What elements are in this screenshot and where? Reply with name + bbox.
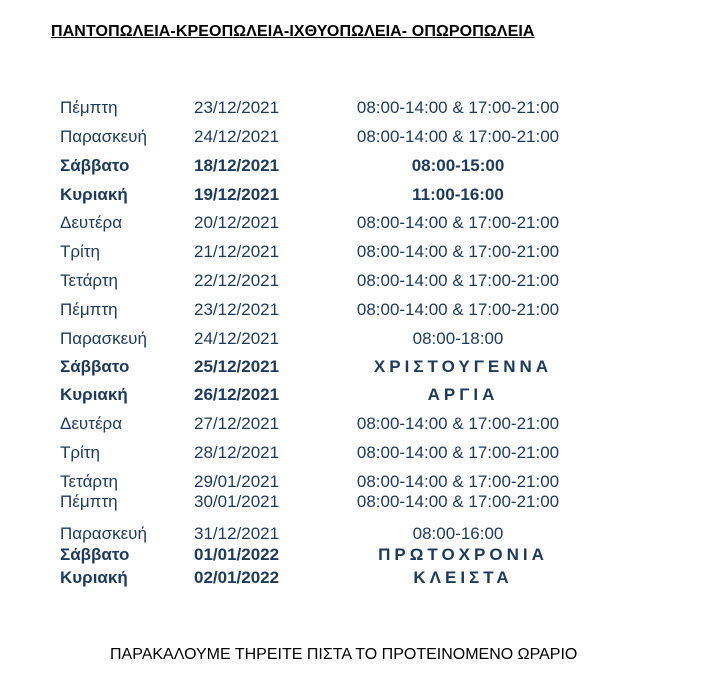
- row-date: 01/01/2022: [194, 545, 280, 564]
- row-date: 27/12/2021: [194, 414, 280, 433]
- schedule-row: [0, 524, 712, 546]
- row-day: Κυριακή: [60, 568, 128, 587]
- row-hours: 08:00-14:00 & 17:00-21:00: [356, 127, 560, 146]
- schedule-row: [0, 242, 712, 264]
- row-day: Πέμπτη: [60, 98, 118, 117]
- row-hours: 08:00-14:00 & 17:00-21:00: [356, 213, 560, 232]
- row-day: Σάββατο: [60, 156, 130, 175]
- row-hours: 08:00-18:00: [412, 329, 504, 348]
- row-day: Παρασκευή: [60, 524, 147, 543]
- row-date: 31/12/2021: [194, 524, 280, 543]
- row-date: 24/12/2021: [194, 127, 280, 146]
- row-date: 30/01/2021: [194, 492, 280, 511]
- row-day: Τρίτη: [60, 443, 101, 462]
- schedule-row: [0, 300, 712, 322]
- row-date: 18/12/2021: [194, 156, 280, 175]
- row-hours: 11:00-16:00: [412, 185, 504, 204]
- row-day: Πέμπτη: [60, 300, 118, 319]
- schedule-row: [0, 357, 712, 379]
- row-date: 28/12/2021: [194, 443, 280, 462]
- schedule-row: [0, 213, 712, 235]
- row-hours: 08:00-15:00: [411, 156, 505, 175]
- row-day: Σάββατο: [60, 357, 130, 376]
- row-day: Σάββατο: [60, 545, 130, 564]
- row-date: 23/12/2021: [194, 98, 280, 117]
- row-date: 29/01/2021: [194, 472, 280, 491]
- row-hours: 08:00-14:00 & 17:00-21:00: [356, 271, 560, 290]
- row-hours: ΚΛΕΙΣΤΑ: [413, 568, 513, 587]
- row-hours: 08:00-14:00 & 17:00-21:00: [356, 492, 560, 511]
- schedule-row: [0, 443, 712, 465]
- schedule-row: [0, 568, 712, 590]
- row-hours: 08:00-14:00 & 17:00-21:00: [356, 472, 560, 491]
- row-day: Δευτέρα: [60, 213, 123, 232]
- schedule-row: [0, 492, 712, 514]
- schedule-row: [0, 156, 712, 178]
- row-day: Πέμπτη: [60, 492, 118, 511]
- row-date: 24/12/2021: [194, 329, 280, 348]
- schedule-row: [0, 329, 712, 351]
- row-day: Τετάρτη: [60, 472, 118, 491]
- row-day: Τετάρτη: [60, 271, 118, 290]
- row-day: Δευτέρα: [60, 414, 123, 433]
- schedule-row: [0, 414, 712, 436]
- schedule-row: [0, 472, 712, 494]
- row-hours: 08:00-14:00 & 17:00-21:00: [356, 414, 560, 433]
- schedule-row: [0, 385, 712, 407]
- row-hours: 08:00-16:00: [412, 524, 504, 543]
- row-hours: 08:00-14:00 & 17:00-21:00: [356, 443, 560, 462]
- row-date: 02/01/2022: [194, 568, 280, 587]
- row-day: Κυριακή: [60, 385, 128, 404]
- row-date: 25/12/2021: [194, 357, 280, 376]
- row-date: 23/12/2021: [194, 300, 280, 319]
- schedule-row: [0, 127, 712, 149]
- schedule-row: [0, 98, 712, 120]
- row-date: 26/12/2021: [194, 385, 280, 404]
- row-hours: ΧΡΙΣΤΟΥΓΕΝΝΑ: [373, 357, 553, 376]
- row-hours: 08:00-14:00 & 17:00-21:00: [356, 300, 560, 319]
- row-hours: ΠΡΩΤΟΧΡΟΝΙΑ: [378, 545, 548, 564]
- row-day: Παρασκευή: [60, 329, 147, 348]
- schedule-row: [0, 185, 712, 207]
- schedule-row: [0, 545, 712, 567]
- row-date: 20/12/2021: [194, 213, 280, 232]
- row-date: 22/12/2021: [194, 271, 280, 290]
- footer-note: ΠΑΡΑΚΑΛΟΥΜΕ ΤΗΡΕΙΤΕ ΠΙΣΤΑ ΤΟ ΠΡΟΤΕΙΝΟΜΕΝΟ ΩΡΑΡΙΟ: [110, 646, 578, 663]
- row-day: Τρίτη: [60, 242, 101, 261]
- row-date: 19/12/2021: [194, 185, 280, 204]
- row-day: Παρασκευή: [60, 127, 147, 146]
- row-hours: 08:00-14:00 & 17:00-21:00: [356, 242, 560, 261]
- page-title: ΠΑΝΤΟΠΩΛΕΙΑ-ΚΡΕΟΠΩΛΕΙΑ-ΙΧΘΥΟΠΩΛΕΙΑ- ΟΠΩΡΟΠΩΛΕΙΑ: [51, 23, 535, 40]
- row-hours: 08:00-14:00 & 17:00-21:00: [356, 98, 560, 117]
- row-hours: ΑΡΓΙΑ: [427, 385, 499, 404]
- row-date: 21/12/2021: [194, 242, 280, 261]
- row-day: Κυριακή: [60, 185, 128, 204]
- schedule-row: [0, 271, 712, 293]
